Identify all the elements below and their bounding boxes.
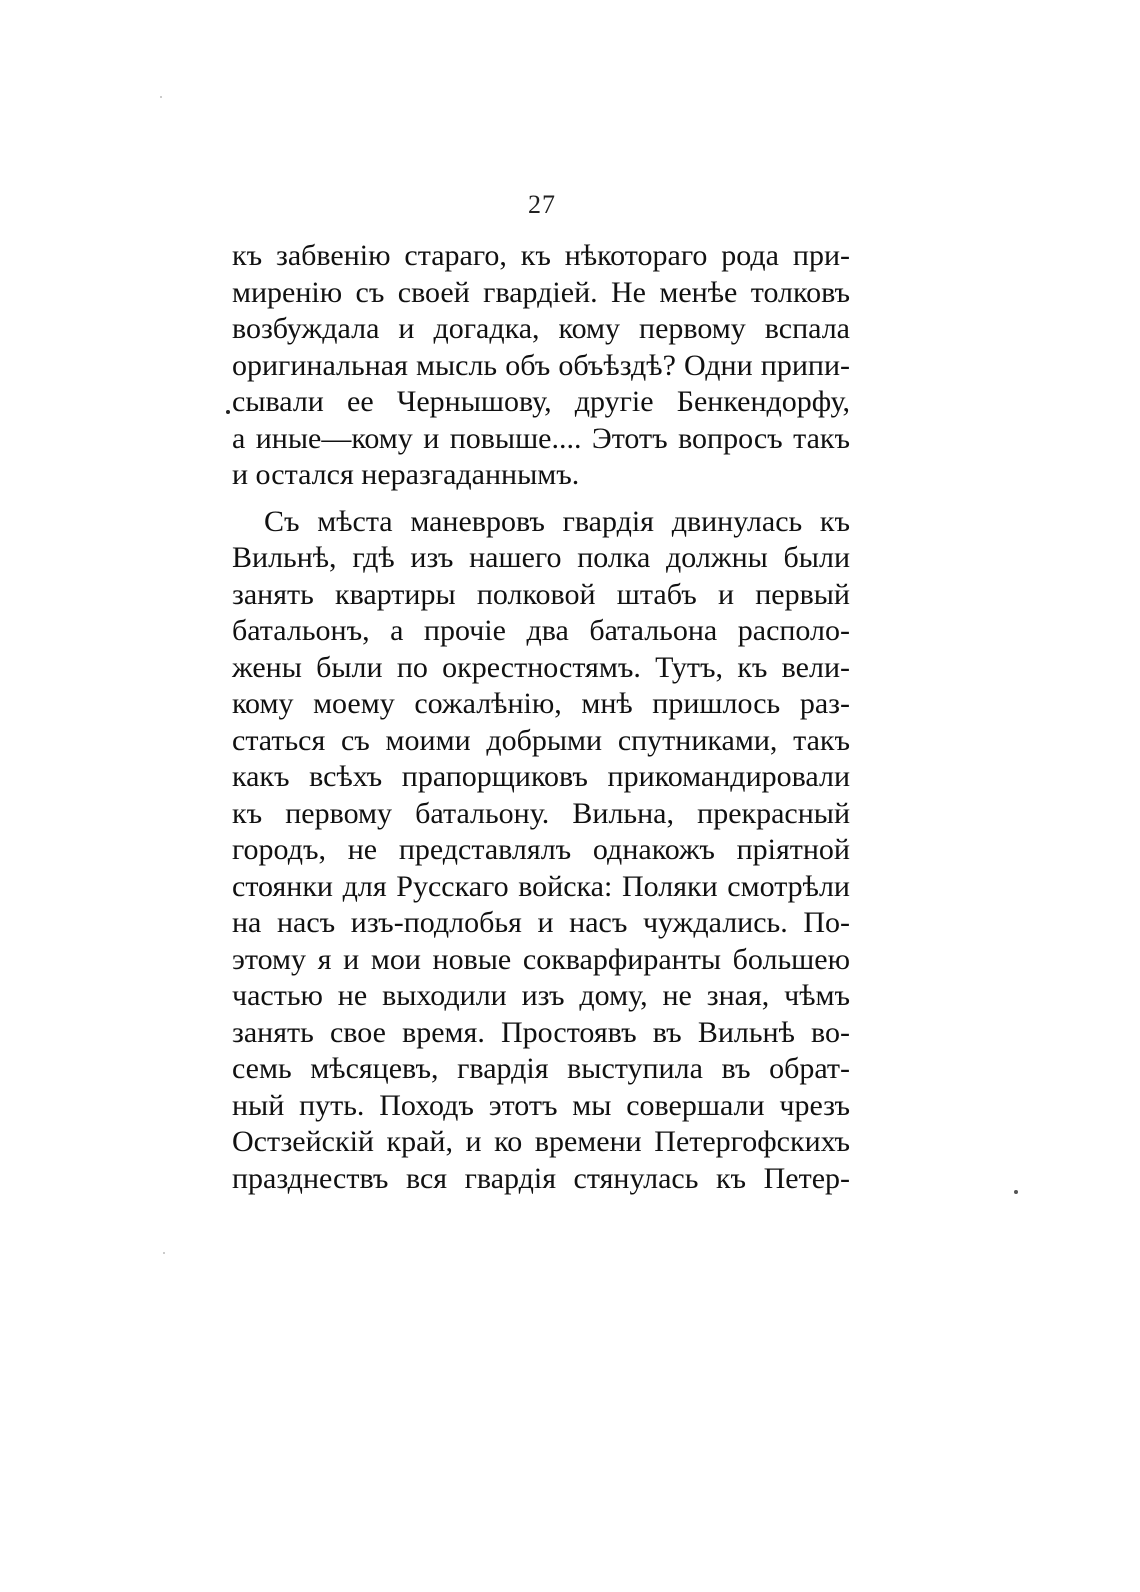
- text-line: стоянки для Русскаго войска: Поляки смотрѣли: [232, 869, 850, 903]
- page-number: 27: [528, 190, 556, 219]
- paragraph-1: [232, 238, 850, 494]
- scan-speck: [163, 1252, 165, 1254]
- text-line: сывали ее Чернышову, другіе Бенкендорфу,: [232, 385, 850, 418]
- text-line: кому моему сожалѣнію, мнѣ пришлось раз-: [232, 687, 850, 720]
- text-line: а иные—кому и повыше.... Этотъ вопросъ такъ: [232, 421, 850, 455]
- text-line: миренію съ своей гвардіей. Не менѣе толковъ: [232, 275, 850, 309]
- text-line: Вильнѣ, гдѣ изъ нашего полка должны были: [232, 541, 850, 574]
- text-line: Остзейскій край, и ко времени Петергофскихъ: [232, 1125, 850, 1158]
- body-text: [232, 238, 850, 1197]
- scan-speck: [1014, 1190, 1018, 1194]
- text-line: празднествъ вся гвардія стянулась къ Петер-: [232, 1161, 850, 1195]
- text-line: этому я и мои новые сокварфиранты большею: [232, 942, 850, 976]
- scan-speck: [160, 96, 162, 98]
- text-line: къ первому батальону. Вильна, прекрасный: [232, 796, 850, 830]
- text-line: семь мѣсяцевъ, гвардія выступила въ обрат-: [232, 1052, 850, 1085]
- text-line: батальонъ, а прочіе два батальона располо-: [232, 614, 850, 647]
- text-line: возбуждала и догадка, кому первому вспала: [232, 312, 850, 345]
- text-line: и остался неразгаданнымъ.: [232, 458, 580, 491]
- text-line: статься съ моими добрыми спутниками, такъ: [232, 723, 850, 757]
- text-line: занять свое время. Простоявъ въ Вильнѣ во-: [232, 1015, 850, 1049]
- text-line: на насъ изъ-подлобья и насъ чуждались. По-: [232, 906, 850, 939]
- text-line: частью не выходили изъ дому, не зная, чѣмъ: [232, 979, 850, 1012]
- text-line: оригинальная мысль объ объѣздѣ? Одни припи-: [232, 348, 850, 382]
- text-line: какъ всѣхъ прапорщиковъ прикомандировали: [232, 760, 850, 793]
- scan-speck: [226, 410, 230, 414]
- text-line: ный путь. Походъ этотъ мы совершали чрезъ: [232, 1088, 850, 1122]
- text-line: занять квартиры полковой штабъ и первый: [232, 577, 850, 611]
- paragraph-2: [232, 504, 850, 1198]
- text-line: городъ, не представлялъ однакожъ пріятной: [232, 833, 850, 866]
- text-line: Съ мѣста маневровъ гвардія двинулась къ: [264, 504, 850, 538]
- paragraph-gap: [232, 494, 850, 504]
- text-line: жены были по окрестностямъ. Тутъ, къ вели-: [232, 650, 850, 684]
- text-line: къ забвенію стараго, къ нѣкотораго рода при-: [232, 239, 850, 272]
